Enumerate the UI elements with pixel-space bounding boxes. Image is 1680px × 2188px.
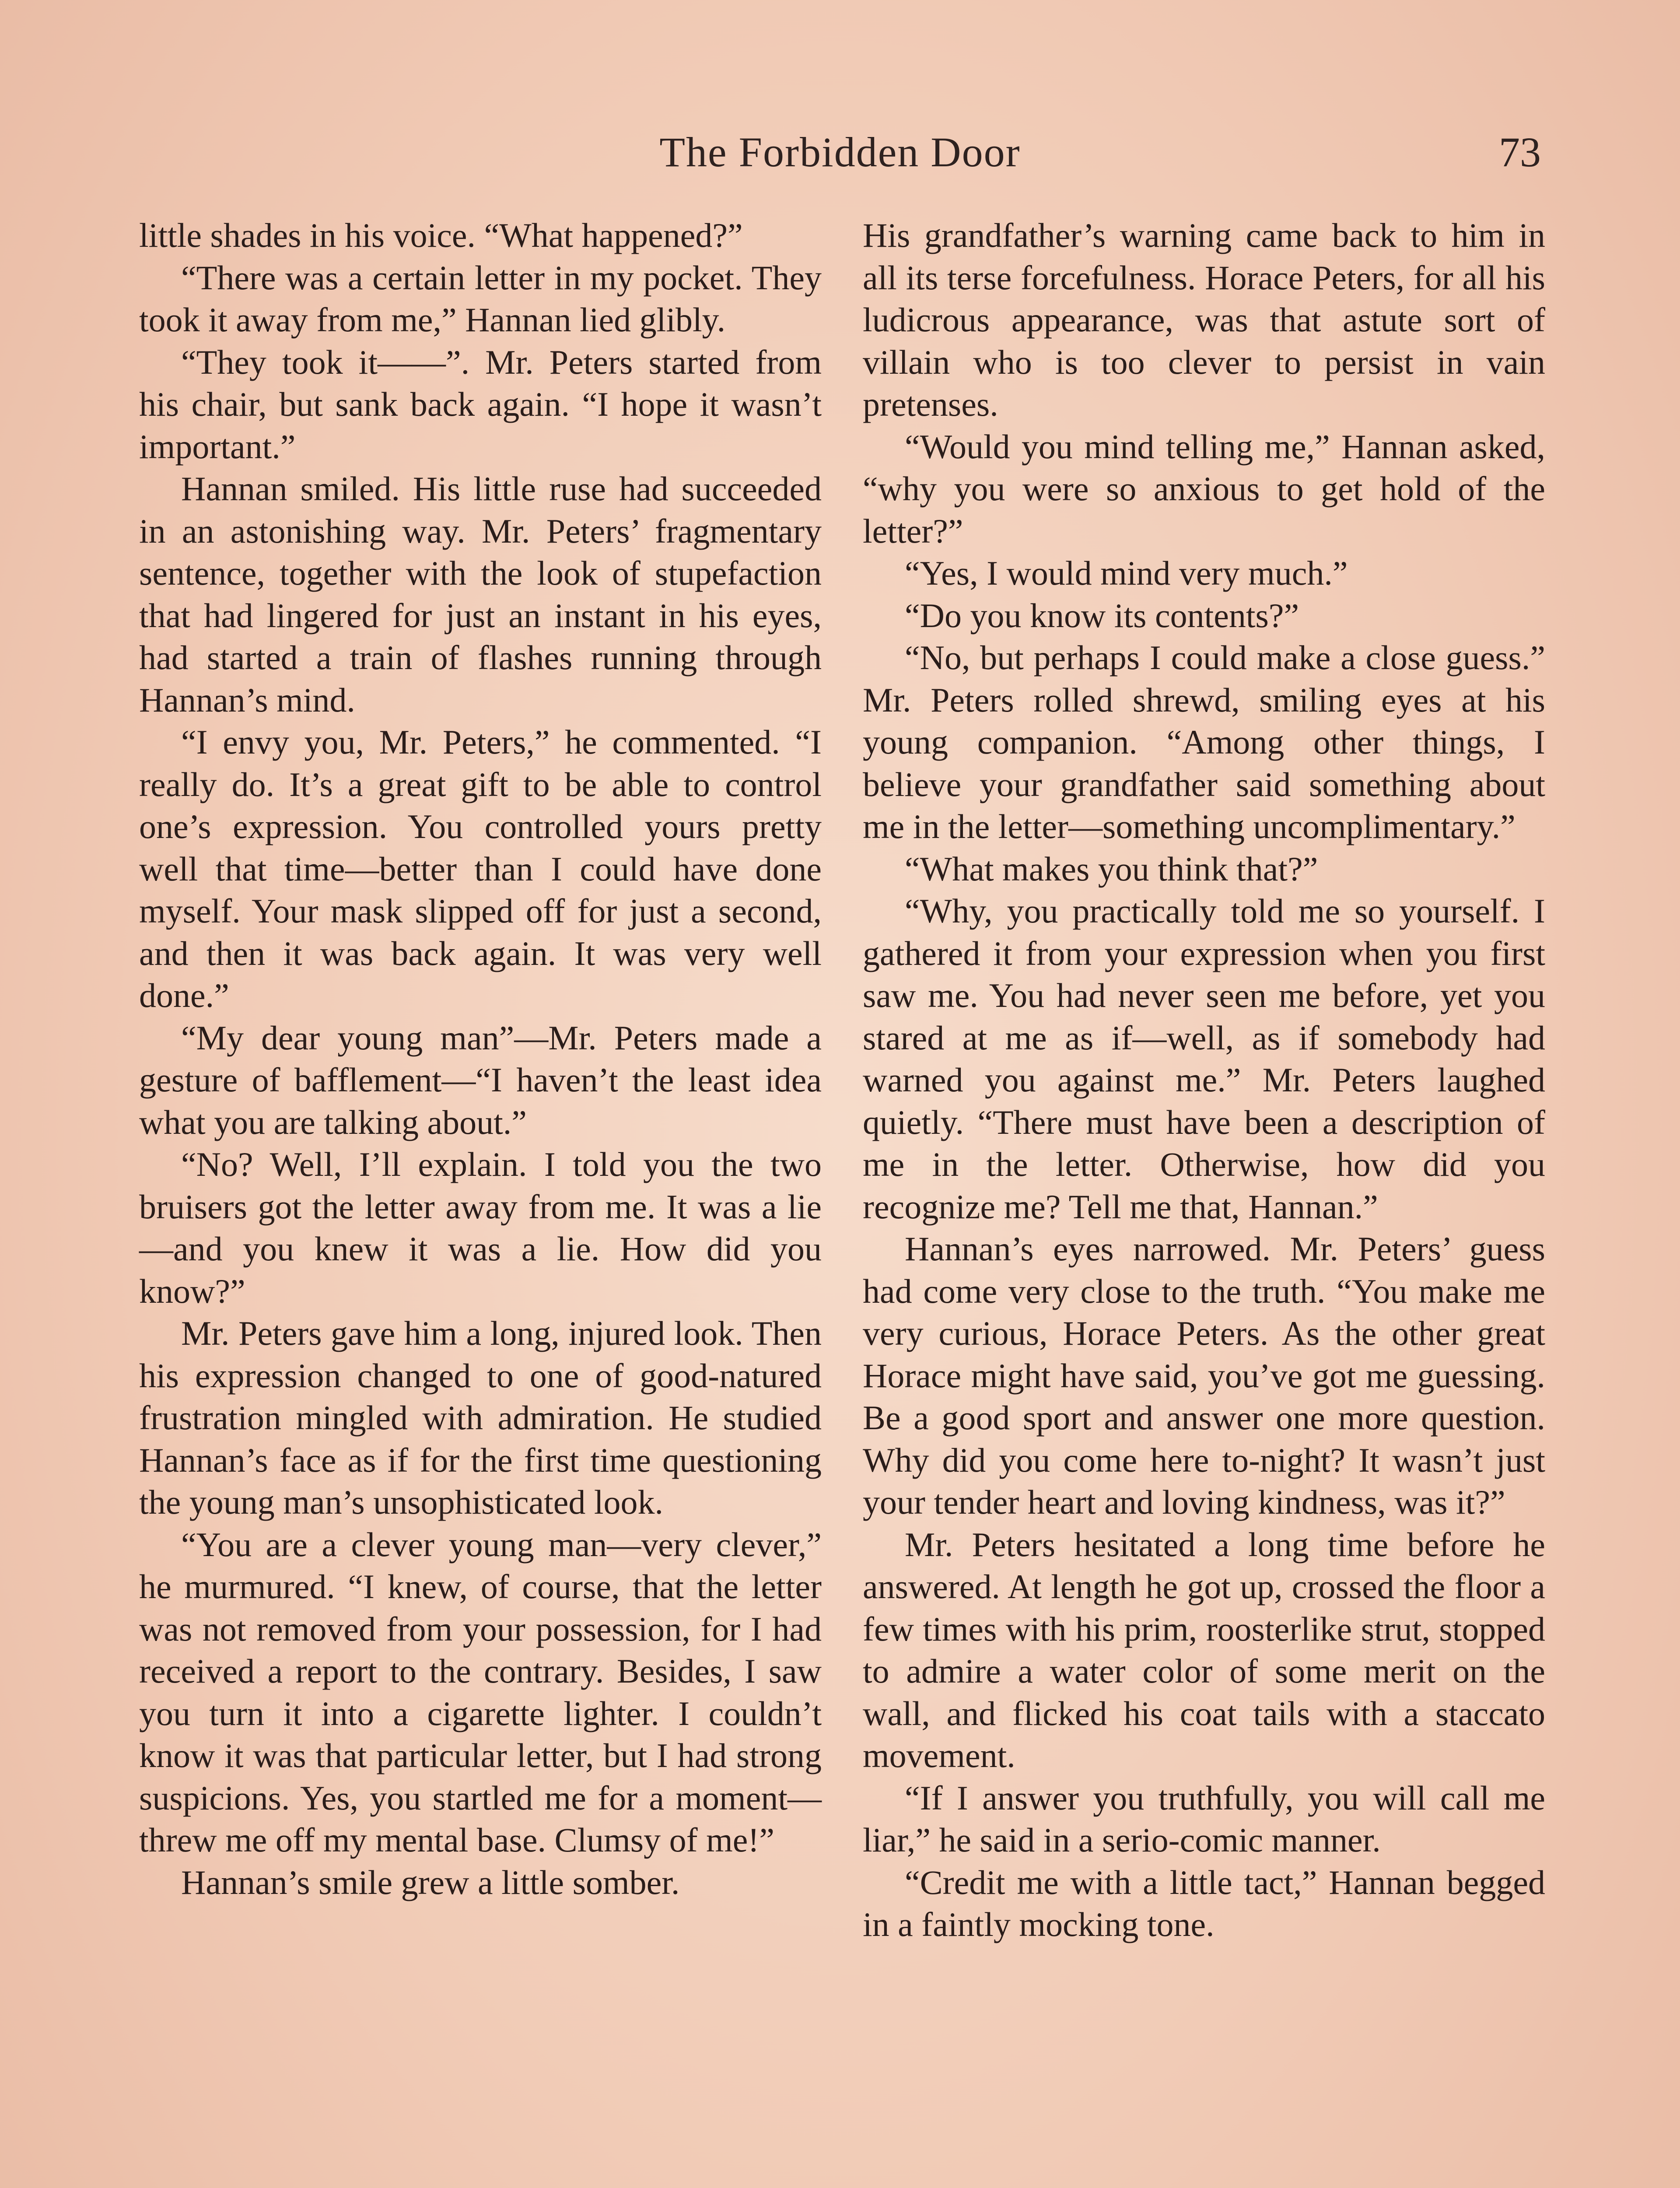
paragraph: His grandfather’s warning came back to him in all its terse forcefulness. Horace Peters, for all his ludicrous appearance, was that astute sort of villain who is too clever to persist in vain pretenses. [863, 216, 1545, 423]
paragraph: Hannan smiled. His little ruse had succeeded in an astonishing way. Mr. Peters’ fragmentary sentence, together with the look of stupefaction that had lingered for just an instant in his eyes, had started a train of flashes running through Hannan’s mind. [139, 470, 822, 719]
paragraph: Hannan’s eyes narrowed. Mr. Peters’ guess had come very close to the truth. “You make me very curious, Horace Peters. As the other great Horace might have said, you’ve got me guessing. Be a good sport and answer one more question. Why did you come here to-night? It wasn’t just your tender heart and loving kindness, was it?” [863, 1230, 1545, 1521]
right-column [863, 214, 1545, 1946]
paragraph: “Do you know its contents?” [905, 596, 1299, 635]
paragraph: Mr. Peters hesitated a long time before he answered. At length he got up, crossed the floor a few times with his prim, roosterlike strut, stopped to admire a water color of some merit on the wall, and flicked his coat tails with a staccato movement. [863, 1525, 1545, 1774]
paragraph: “No, but perhaps I could make a close guess.” Mr. Peters rolled shrewd, smiling eyes at his young companion. “Among other things, I believe your grandfather said something about me in the letter—something uncomplimentary.” [863, 638, 1545, 845]
page-header [0, 128, 1680, 198]
running-title: The Forbidden Door [659, 129, 1021, 175]
paragraph: “Credit me with a little tact,” Hannan begged in a faintly mocking tone. [863, 1863, 1545, 1943]
paragraph: “My dear young man”—Mr. Peters made a gesture of bafflement—“I haven’t the least idea what you are talking about.” [139, 1018, 822, 1141]
paragraph: “You are a clever young man—very clever,” he murmured. “I knew, of course, that the letter was not removed from your possession, for I had received a report to the contrary. Besides, I saw you turn it into a cigarette lighter. I couldn’t know it was that particular letter, but I had strong suspicions. Yes, you startled me for a moment—threw me off my mental base. Clumsy of me!” [139, 1525, 822, 1859]
paragraph: little shades in his voice. “What happened?” [139, 216, 743, 254]
left-column [139, 214, 822, 1904]
paragraph: “Yes, I would mind very much.” [905, 554, 1348, 592]
page-number: 73 [1499, 129, 1541, 175]
paragraph: “If I answer you truthfully, you will call me liar,” he said in a serio-comic manner. [863, 1778, 1545, 1859]
paragraph: “Why, you practically told me so yourself. I gathered it from your expression when you first saw me. You had never seen me before, yet you stared at me as if—well, as if somebody had warned you against me.” Mr. Peters laughed quietly. “There must have been a description of me in the letter. Otherwise, how did you recognize me? Tell me that, Hannan.” [863, 892, 1545, 1226]
paragraph: “What makes you think that?” [905, 849, 1318, 888]
paragraph: “No? Well, I’ll explain. I told you the two bruisers got the letter away from me. It was a lie—and you knew it was a lie. How did you know?” [139, 1145, 822, 1310]
paragraph: Mr. Peters gave him a long, injured look. Then his expression changed to one of good-natured frustration mingled with admiration. He studied Hannan’s face as if for the first time questioning the young man’s unsophisticated look. [139, 1314, 822, 1521]
paragraph: “I envy you, Mr. Peters,” he commented. “I really do. It’s a great gift to be able to control one’s expression. You controlled yours pretty well that time—better than I could have done myself. Your mask slipped off for just a second, and then it was back again. It was very well done.” [139, 723, 822, 1014]
paragraph: “Would you mind telling me,” Hannan asked, “why you were so anxious to get hold of the letter?” [863, 427, 1545, 550]
paragraph: Hannan’s smile grew a little somber. [181, 1863, 680, 1901]
paragraph: “They took it——”. Mr. Peters started from his chair, but sank back again. “I hope it wasn’t important.” [139, 343, 822, 466]
paragraph: “There was a certain letter in my pocket. They took it away from me,” Hannan lied glibly. [139, 258, 822, 339]
